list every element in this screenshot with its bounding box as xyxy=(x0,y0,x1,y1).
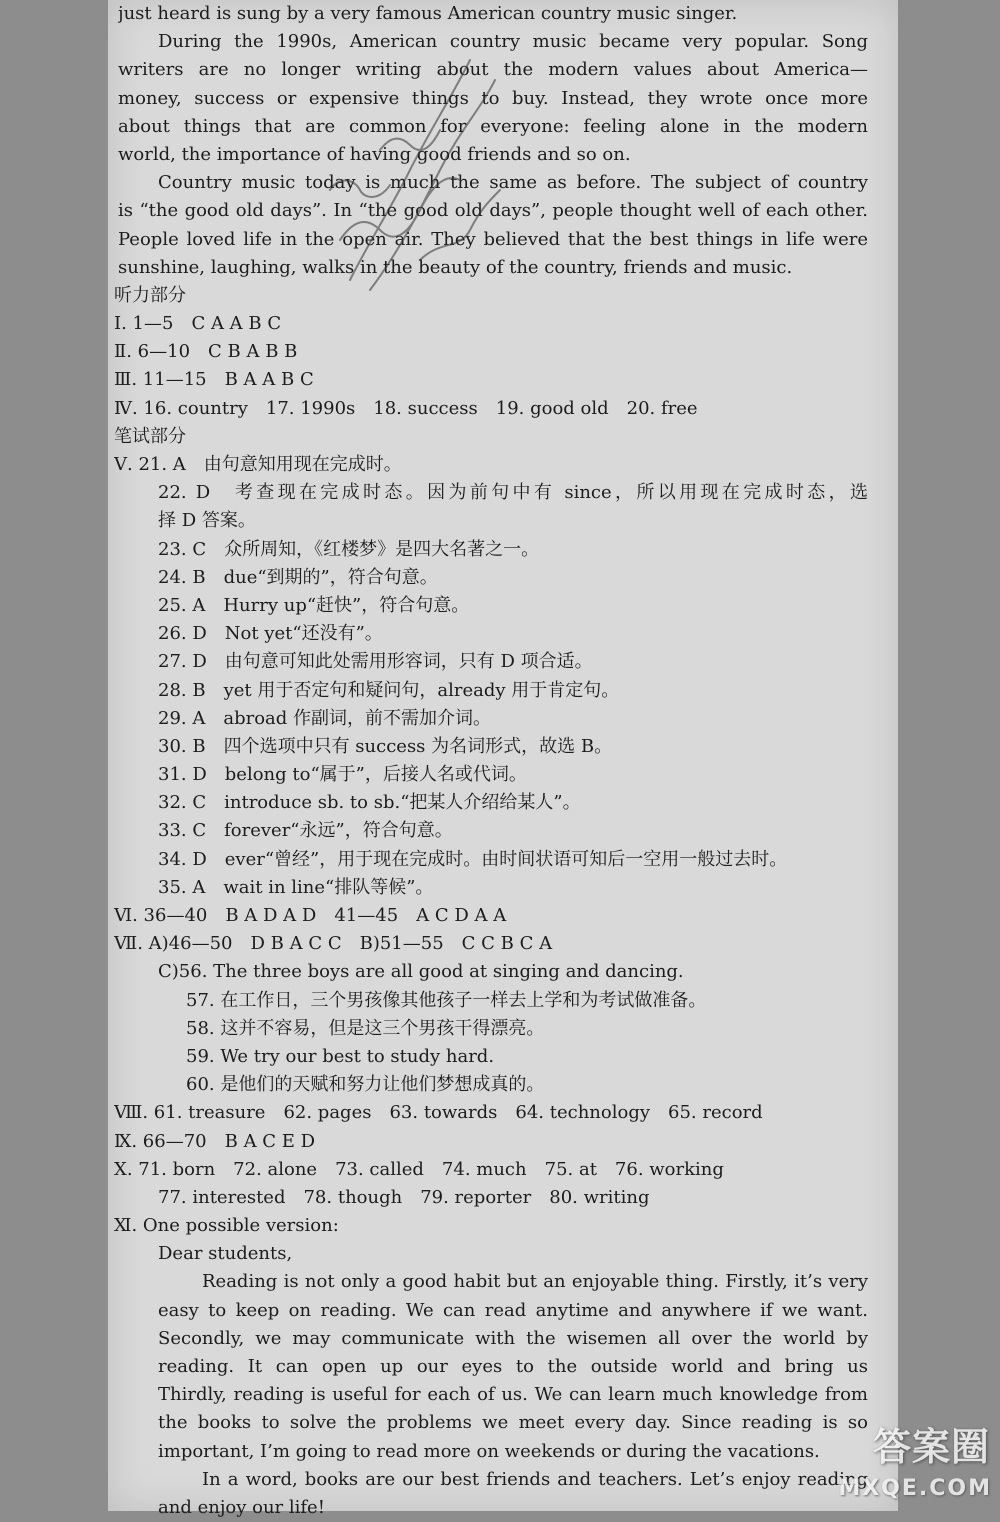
passage-line: writers are no longer writing about the modern values about America— xyxy=(118,59,868,81)
answer-row: Ⅲ. 11—15 B A A B C xyxy=(114,369,314,391)
answer-row: 24. B due“到期的”，符合句意。 xyxy=(158,566,438,588)
answer-row: 28. B yet 用于否定句和疑问句，already 用于肯定句。 xyxy=(158,679,620,701)
essay-line: In a word, books are our best friends and teachers. Let’s enjoy reading xyxy=(202,1468,868,1490)
answer-row: Ⅶ. A)46—50 D B A C C B)51—55 C C B C A xyxy=(114,933,553,955)
answer-site-logo xyxy=(838,1416,1000,1511)
essay-line: Reading is not only a good habit but an enjoyable thing. Firstly, it’s very xyxy=(202,1271,868,1293)
passage-line: Country music today is much the same as before. The subject of country xyxy=(158,172,868,194)
answer-row: 34. D ever“曾经”，用于现在完成时。由时间状语可知后一空用一般过去时。 xyxy=(158,848,788,870)
essay-line: the books to solve the problems we meet every day. Since reading is so xyxy=(158,1412,868,1434)
logo-mark-text: 答案圈 xyxy=(872,1425,990,1469)
answer-row: 25. A Hurry up“赶快”，符合句意。 xyxy=(158,594,470,616)
answer-row: 31. D belong to“属于”，后接人名或代词。 xyxy=(158,764,527,786)
passage-line: sunshine, laughing, walks in the beauty of the country, friends and music. xyxy=(118,256,793,278)
answer-row: 27. D 由句意可知此处需用形容词，只有 D 项合适。 xyxy=(158,651,593,673)
answer-row: Ⅺ. One possible version: xyxy=(114,1215,339,1237)
passage-line: about things that are common for everyone: feeling alone in the modern xyxy=(118,115,868,137)
essay-line: Secondly, we may communicate with the wisemen all over the world by xyxy=(158,1327,868,1349)
essay-line: reading. It can open up our eyes to the outside world and bring us xyxy=(158,1356,868,1377)
logo-url-text: MXQE.COM xyxy=(838,1476,992,1501)
passage-line: just heard is sung by a very famous American country music singer. xyxy=(118,3,738,24)
answer-row: C)56. The three boys are all good at singing and dancing. xyxy=(158,961,684,983)
answer-row: 33. C forever“永远”，符合句意。 xyxy=(158,820,453,842)
answer-row: 26. D Not yet“还没有”。 xyxy=(158,623,383,645)
answer-row: Ⅹ. 71. born 72. alone 73. called 74. much 75. at 76. working xyxy=(114,1158,724,1180)
answer-row: Ⅳ. 16. country 17. 1990s 18. success 19. good old 20. free xyxy=(114,397,698,419)
answer-row: 60. 是他们的天赋和努力让他们梦想成真的。 xyxy=(186,1074,545,1096)
section-heading-listening: 听力部分 xyxy=(114,284,186,306)
answer-row: 58. 这并不容易，但是这三个男孩干得漂亮。 xyxy=(186,1017,545,1039)
answer-row: 29. A abroad 作副词，前不需加介词。 xyxy=(158,707,492,729)
answer-row: 择 D 答案。 xyxy=(158,510,256,532)
passage-line: money, success or expensive things to buy. Instead, they wrote once more xyxy=(118,87,868,109)
answer-row: 57. 在工作日，三个男孩像其他孩子一样去上学和为考试做准备。 xyxy=(186,989,707,1011)
answer-row: Ⅵ. 36—40 B A D A D 41—45 A C D A A xyxy=(114,905,507,926)
section-heading-writing: 笔试部分 xyxy=(114,425,186,447)
answer-row: Ⅰ. 1—5 C A A B C xyxy=(114,313,282,335)
passage-line: People loved life in the open air. They believed that the best things in life were xyxy=(118,228,868,250)
essay-line: important, I’m going to read more on weekends or during the vacations. xyxy=(158,1440,820,1462)
answer-row: 77. interested 78. though 79. reporter 80. writing xyxy=(158,1186,650,1208)
answer-row: 23. C 众所周知，《红楼梦》是四大名著之一。 xyxy=(158,538,540,560)
essay-line: Thirdly, reading is useful for each of us. We can learn much knowledge from xyxy=(158,1384,868,1406)
essay-line: and enjoy our life! xyxy=(158,1496,325,1518)
answer-row: 32. C introduce sb. to sb.“把某人介绍给某人”。 xyxy=(158,792,581,814)
answer-row: 59. We try our best to study hard. xyxy=(186,1045,495,1067)
answer-row: 30. B 四个选项中只有 success 为名词形式，故选 B。 xyxy=(158,735,613,757)
answer-row: Ⅴ. 21. A 由句意知用现在完成时。 xyxy=(114,454,402,475)
passage-line: is “the good old days”. In “the good old days”, people thought well of each other. xyxy=(118,200,868,222)
passage-line: During the 1990s, American country music became very popular. Song xyxy=(158,31,868,53)
answer-row: Ⅷ. 61. treasure 62. pages 63. towards 64. technology 65. record xyxy=(114,1102,763,1124)
essay-salutation: Dear students, xyxy=(158,1243,293,1265)
answer-row: 35. A wait in line“排队等候”。 xyxy=(158,876,434,898)
essay-line: easy to keep on reading. We can read anytime and anywhere if we want. xyxy=(158,1299,868,1321)
answer-row: 22. D 考查现在完成时态。因为前句中有 since，所以用现在完成时态，选 xyxy=(158,482,868,504)
answer-row: Ⅸ. 66—70 B A C E D xyxy=(114,1130,316,1152)
passage-line: world, the importance of having good friends and so on. xyxy=(118,143,631,165)
answer-document xyxy=(114,0,868,1522)
answer-row: Ⅱ. 6—10 C B A B B xyxy=(114,341,298,363)
